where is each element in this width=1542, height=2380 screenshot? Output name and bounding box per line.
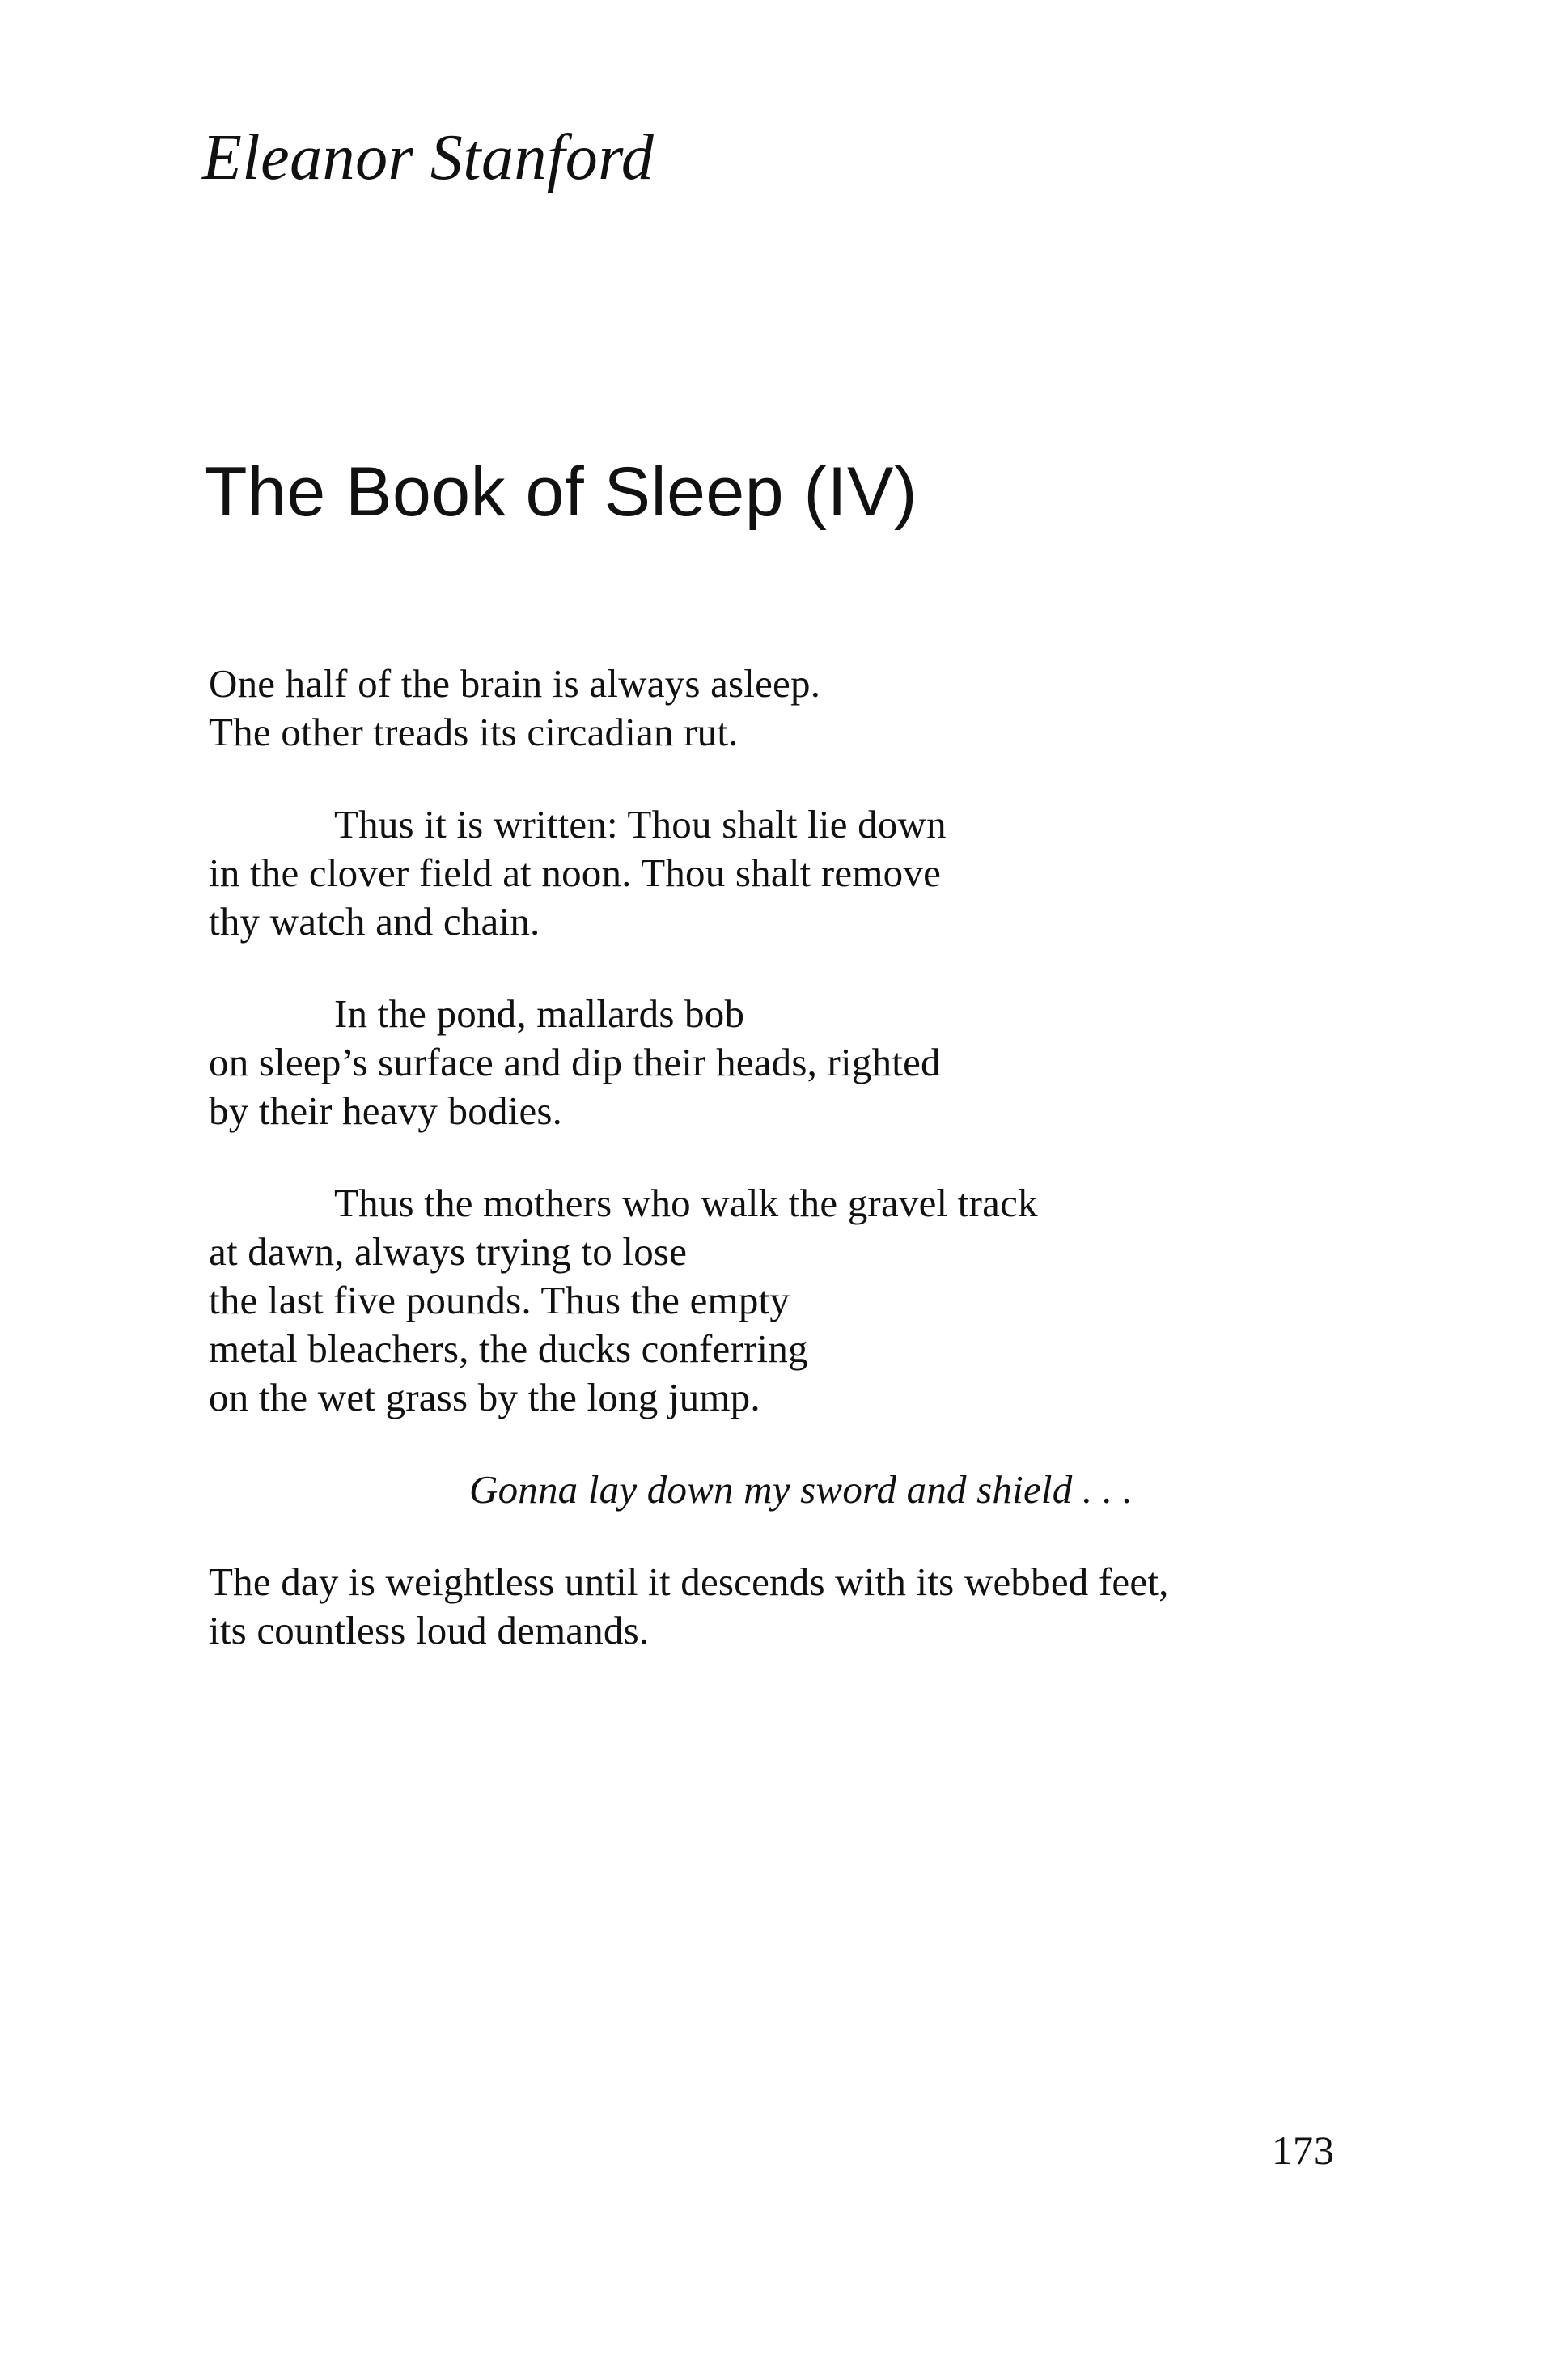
poem-line: in the clover field at noon. Thou shalt remove	[209, 851, 942, 895]
poem-line: Thus it is written: Thou shalt lie down	[334, 802, 947, 846]
poem-line: by their heavy bodies.	[209, 1088, 563, 1133]
poem-body	[209, 660, 1438, 1699]
poem-line: thy watch and chain.	[209, 899, 540, 944]
poem-line: metal bleachers, the ducks conferring	[209, 1326, 808, 1371]
poem-line: the last five pounds. Thus the empty	[209, 1278, 790, 1322]
poem-line: Thus the mothers who walk the gravel track	[334, 1181, 1038, 1225]
poem-line: on sleep’s surface and dip their heads, righted	[209, 1040, 941, 1084]
poem-line: One half of the brain is always asleep.	[209, 661, 821, 706]
poem-line: In the pond, mallards bob	[334, 991, 745, 1036]
poem-line: at dawn, always trying to lose	[209, 1229, 688, 1274]
epigraph-stanza	[209, 1466, 1438, 1514]
poem-line: The day is weightless until it descends with its webbed feet,	[209, 1559, 1169, 1604]
poem-line: its countless loud demands.	[209, 1608, 650, 1652]
page-number: 173	[1272, 2128, 1335, 2173]
stanza-1	[209, 660, 1438, 757]
stanza-4	[209, 1179, 1438, 1422]
stanza-3	[209, 990, 1438, 1135]
stanza-2	[209, 800, 1438, 946]
poem-line: on the wet grass by the long jump.	[209, 1375, 760, 1419]
author-name: Eleanor Stanford	[202, 122, 655, 193]
italic-line: Gonna lay down my sword and shield . . .	[469, 1467, 1133, 1512]
stanza-6	[209, 1558, 1438, 1655]
poem-line: The other treads its circadian rut.	[209, 710, 739, 754]
poem-title: The Book of Sleep (IV)	[205, 453, 917, 531]
